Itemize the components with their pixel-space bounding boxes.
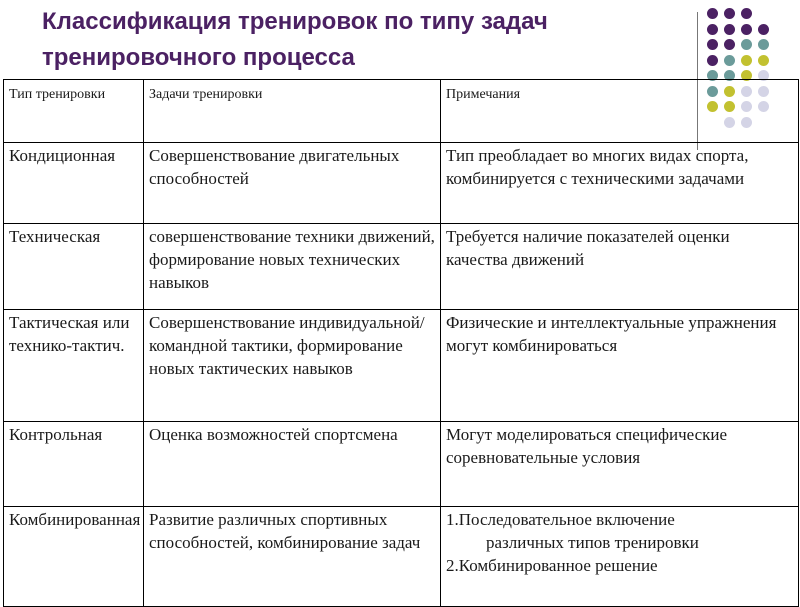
decorative-dot [741, 55, 752, 66]
header-cell-tasks: Задачи тренировки [144, 80, 441, 143]
cell-notes: Требуется наличие показателей оценки качества движений [441, 224, 799, 310]
numbered-item [446, 508, 794, 554]
item-text: Последовательное включение [458, 510, 675, 529]
cell-type: Тактическая или технико-тактич. [4, 310, 144, 422]
decorative-dot [741, 39, 752, 50]
table-row [4, 224, 799, 310]
item-number: 2. [446, 556, 459, 575]
table-header-row [4, 80, 799, 143]
item-number: 1. [446, 510, 459, 529]
cell-type: Контрольная [4, 422, 144, 507]
decorative-dot [741, 8, 752, 19]
decorative-dot [707, 24, 718, 35]
decorative-dot [707, 55, 718, 66]
table-row [4, 422, 799, 507]
cell-tasks: Совершенствование индивидуальной/командной тактики, формирование новых тактических навыков [144, 310, 441, 422]
cell-type: Кондиционная [4, 143, 144, 224]
decorative-dot [707, 39, 718, 50]
header-cell-type: Тип тренировки [4, 80, 144, 143]
table-row [4, 310, 799, 422]
cell-notes: Физические и интеллектуальные упражнения могут комбинироваться [441, 310, 799, 422]
cell-tasks: Развитие различных спортивных способностей, комбинирование задач [144, 507, 441, 607]
item-text: Комбинированное решение [458, 556, 658, 575]
decorative-dot [724, 39, 735, 50]
cell-notes: Тип преобладает во многих видах спорта, комбинируется с техническими задачами [441, 143, 799, 224]
item-continuation: различных типов тренировки [486, 533, 699, 552]
cell-notes [441, 507, 799, 607]
header-cell-notes: Примечания [441, 80, 799, 143]
cell-notes: Могут моделироваться специфические соревновательные условия [441, 422, 799, 507]
decorative-dot [758, 39, 769, 50]
classification-table [3, 79, 799, 607]
decorative-dot [724, 24, 735, 35]
table-row [4, 143, 799, 224]
cell-tasks: Совершенствование двигательных способностей [144, 143, 441, 224]
cell-tasks: совершенствование техники движений, формирование новых технических навыков [144, 224, 441, 310]
decorative-dot [724, 8, 735, 19]
cell-type: Техническая [4, 224, 144, 310]
decorative-dot [724, 55, 735, 66]
decorative-dot [741, 24, 752, 35]
table-row [4, 507, 799, 607]
decorative-dot [758, 55, 769, 66]
decorative-dot [758, 24, 769, 35]
decorative-dot [707, 8, 718, 19]
slide-title: Классификация тренировок по типу задач тренировочного процесса [42, 8, 548, 71]
cell-type: Комбинированная [4, 507, 144, 607]
numbered-item [446, 554, 794, 577]
cell-tasks: Оценка возможностей спортсмена [144, 422, 441, 507]
